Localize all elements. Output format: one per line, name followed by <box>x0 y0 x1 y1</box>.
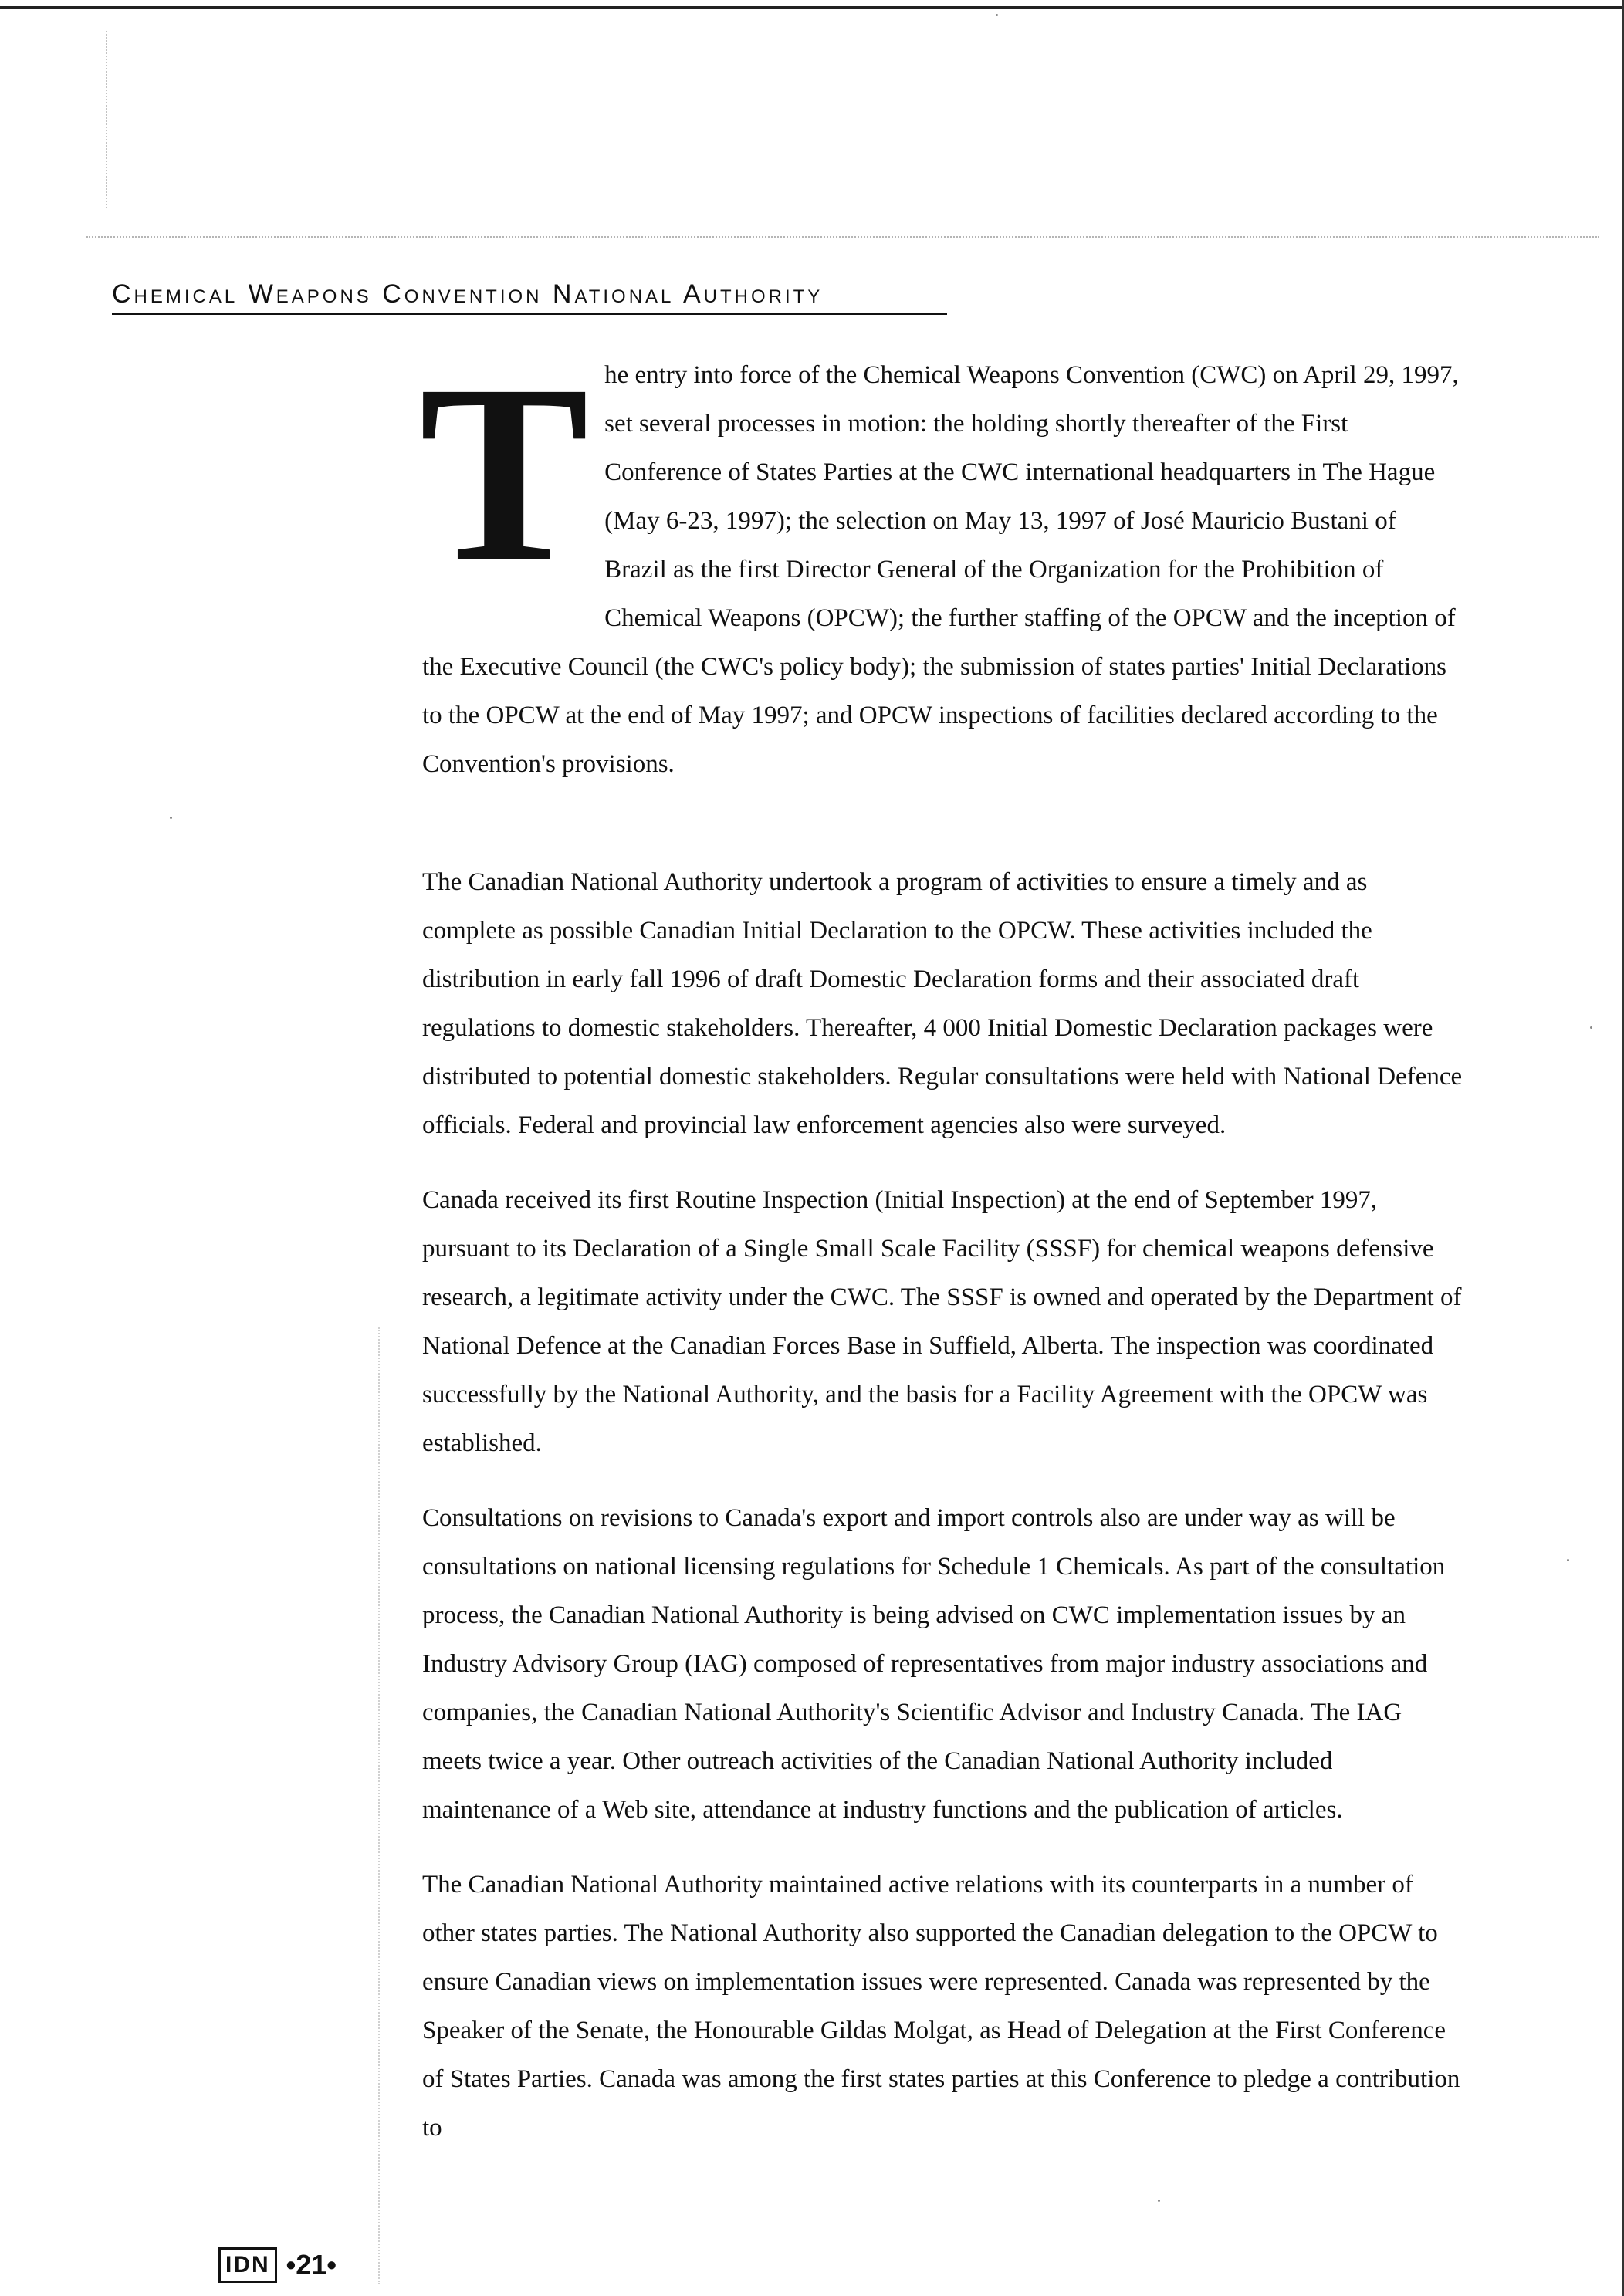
page-number: •21• <box>286 2249 337 2281</box>
scan-speck <box>1567 1559 1569 1561</box>
paragraph-intro <box>419 333 1464 789</box>
dotted-horizontal-guide <box>86 236 1599 238</box>
paragraph: The Canadian National Authority maintained active relations with its counterparts in a number of other states parties. The National Authority also supported the Canadian delegation to the OPCW to ensure Canadian views on implementation issues were represented. Canada was represented by the Speaker of the Senate, the Honourable Gildas Molgat, as Head of Delegation at the First Conference of States Parties. Canada was among the first states parties at this Conference to pledge a contribution to <box>422 1871 1460 2142</box>
page-footer <box>218 2247 337 2283</box>
paragraph: Consultations on revisions to Canada's export and import controls also are under way as will be consultations on national licensing regulations for Schedule 1 Chemicals. As part of the consultation process, the Canadian National Authority is being advised on CWC implementation issues by an Industry Advisory Group (IAG) composed of representatives from major industry associations and companies, the Canadian National Authority's Scientific Advisor and Industry Canada. The IAG meets twice a year. Other outreach activities of the Canadian National Authority included maintenance of a Web site, attendance at industry functions and the publication of articles. <box>422 1504 1446 1824</box>
article-body <box>419 333 1464 2179</box>
drop-cap: T <box>419 333 590 614</box>
scan-speck <box>170 817 172 819</box>
section-heading: Chemical Weapons Convention National Authority <box>112 279 947 315</box>
paragraph-intro-text: he entry into force of the Chemical Weapons Convention (CWC) on April 29, 1997, set several processes in motion: the holding shortly thereafter of the First Conference of States Parties at the CWC international headquarters in The Hague (May 6-23, 1997); the selection on May 13, 1997 of José Mauricio Bustani of Brazil as the first Director General of the Organization for the Prohibition of Chemical Weapons (OPCW); the further staffing of the OPCW and the inception of the Executive Council (the CWC's policy body); the submission of states parties' Initial Declarations to the OPCW at the end of May 1997; and OPCW inspections of facilities declared according to the Convention's provisions. <box>422 361 1459 778</box>
dotted-vertical-guide <box>106 31 107 208</box>
scan-speck <box>996 14 998 16</box>
scan-speck <box>1158 2200 1160 2202</box>
top-border-rule <box>0 6 1624 9</box>
publication-logo: IDN <box>218 2247 277 2283</box>
paragraph: Canada received its first Routine Inspection (Initial Inspection) at the end of September 1997, pursuant to its Declaration of a Single Small Scale Facility (SSSF) for chemical weapons defensive research, a legitimate activity under the CWC. The SSSF is owned and operated by the Department of National Defence at the Canadian Forces Base in Suffield, Alberta. The inspection was coordinated successfully by the National Authority, and the basis for a Facility Agreement with the OPCW was established. <box>422 1186 1462 1457</box>
scan-speck <box>1590 1026 1592 1029</box>
paragraph: The Canadian National Authority undertook a program of activities to ensure a timely and as complete as possible Canadian Initial Declaration to the OPCW. These activities included the distribution in early fall 1996 of draft Domestic Declaration forms and their associated draft regulations to domestic stakeholders. Thereafter, 4 000 Initial Domestic Declaration packages were distributed to potential domestic stakeholders. Regular consultations were held with National Defence officials. Federal and provincial law enforcement agencies also were surveyed. <box>422 868 1463 1139</box>
dotted-margin-guide <box>378 1327 380 2284</box>
